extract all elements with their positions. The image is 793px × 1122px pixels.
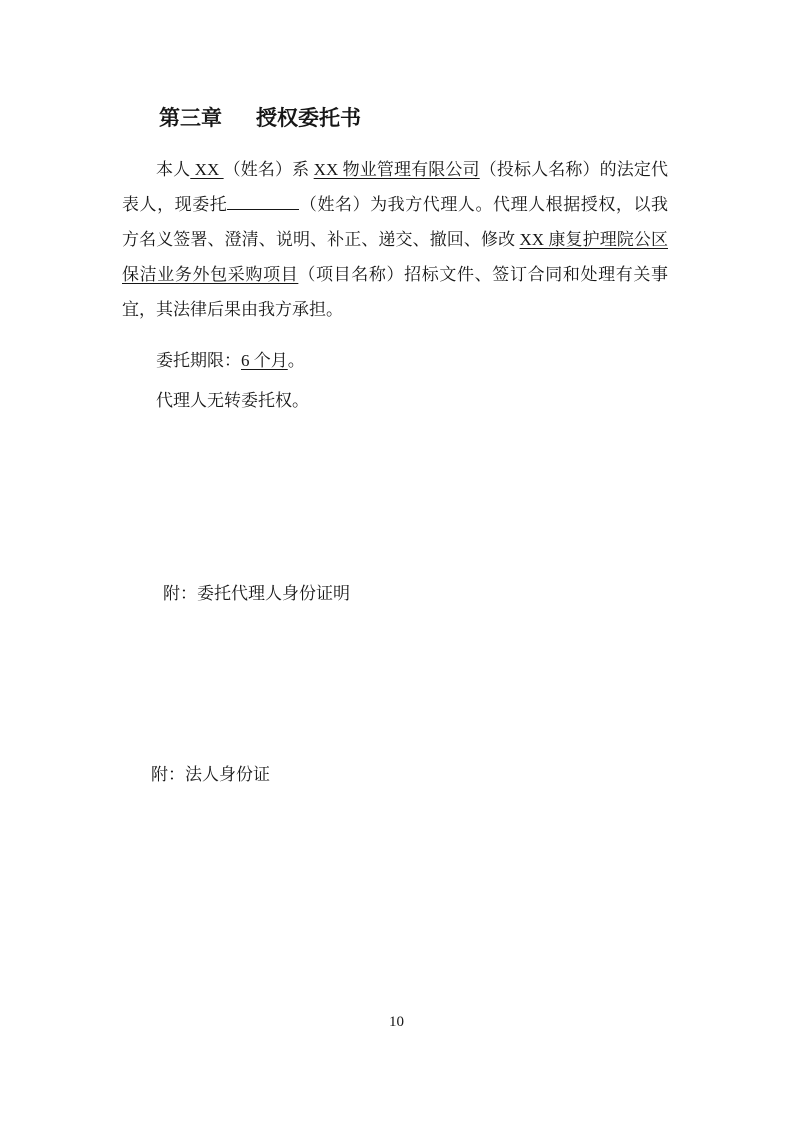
authorization-paragraph [122, 152, 668, 327]
underlined-text-segment: XX 物业管理有限公司 [313, 160, 480, 179]
text-segment: 本人 [156, 160, 191, 179]
text-segment: （姓名）为我方代理人。代理人根据授权，以我方名义签署、澄清、说明、补正、递交、撤回、修改 [122, 195, 669, 249]
underlined-text-segment: XX 康复护理院公区保洁业务外包采购项目 [122, 230, 668, 284]
agent-id-attachment-line: 附：委托代理人身份证明 [163, 584, 350, 603]
underlined-text-segment: 6 个月 [241, 351, 288, 370]
fill-in-blank [227, 194, 299, 210]
delegation-term-line [122, 343, 668, 378]
chapter-number: 第三章 [159, 106, 222, 130]
text-segment: （姓名）系 [223, 160, 314, 179]
text-segment: （投标人名称）的法定代表人，现委托 [122, 160, 669, 214]
underlined-text-segment: XX [190, 160, 224, 179]
legal-rep-id-attachment-line: 附：法人身份证 [151, 765, 270, 784]
text-segment: （项目名称）招标文件、签订合同和处理有关事宜，其法律后果由我方承担。 [122, 265, 669, 319]
text-segment: 。 [287, 351, 305, 370]
chapter-title: 授权委托书 [256, 106, 361, 130]
no-subdelegation-line: 代理人无转委托权。 [156, 391, 309, 410]
page-number: 10 [389, 1014, 404, 1030]
chapter-heading [159, 103, 361, 133]
text-segment: 委托期限： [156, 351, 241, 370]
